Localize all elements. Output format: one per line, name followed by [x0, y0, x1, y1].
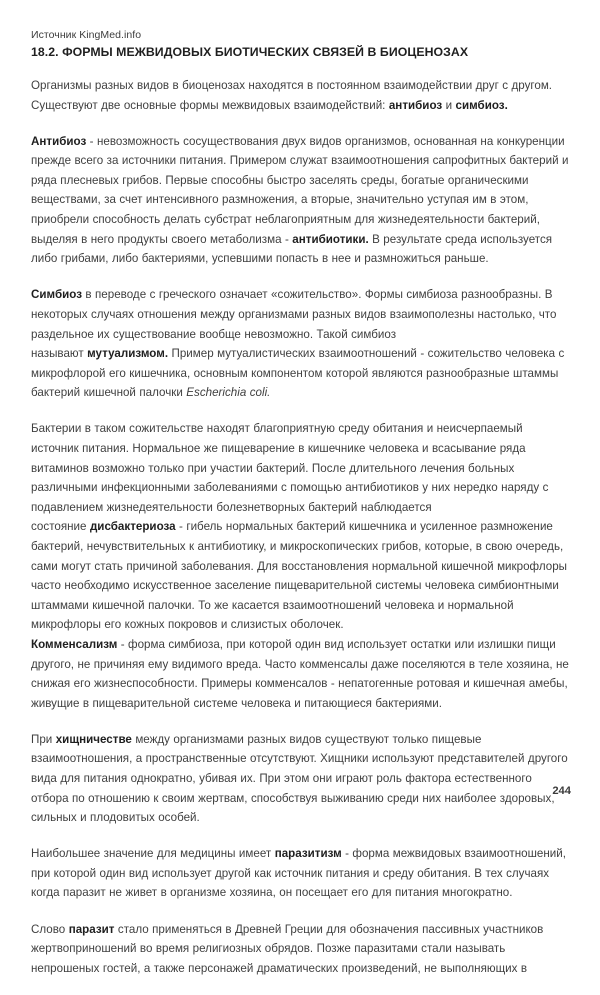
text-run: называют: [31, 347, 88, 361]
text-run: Слово: [31, 922, 69, 936]
text-run: в переводе с греческого означает «сожительство». Формы симбиоза разнообразны. В некоторых случаях отношения между организмами разных видов взаимополезны настолько, что раздельное их существование вообще невозможно. Такой симбиоз: [31, 288, 557, 341]
text-run: При: [31, 732, 56, 746]
term-emphasis: симбиоз.: [455, 98, 508, 112]
page-title: 18.2. ФОРМЫ МЕЖВИДОВЫХ БИОТИЧЕСКИХ СВЯЗЕЙ В БИОЦЕНОЗАХ: [31, 45, 469, 59]
paragraph-parasitism: [31, 844, 571, 903]
term-emphasis: хищничестве: [55, 732, 132, 746]
body-text: [31, 76, 571, 978]
term-emphasis: дисбактериоза: [89, 520, 176, 534]
text-run: - форма симбиоза, при которой один вид использует остатки или излишки пищи другого, не причиняя ему видимого вреда. Часто комменсалы даже поселяются в теле хозяина, не снижая его жизнеспособности. Примеры комменсалов - непатогенные ротовая и кишечная амебы, живущие в пищеварительной системе человека и питающиеся бактериями.: [31, 637, 569, 710]
term-emphasis: мутуализмом.: [87, 347, 169, 361]
paragraph-symbiosis: [31, 285, 571, 403]
text-run: Организмы разных видов в биоценозах находятся в постоянном взаимодействии друг с другом. Существуют две основные формы межвидовых взаимодействий:: [31, 79, 553, 112]
term-emphasis: паразитизм: [274, 847, 342, 861]
page-content: [31, 28, 571, 995]
paragraph-commensalism: [31, 635, 571, 713]
term-emphasis: антибиоз: [388, 98, 443, 112]
term-emphasis: Антибиоз: [31, 134, 87, 148]
text-run: стало применяться в Древней Греции для обозначения пассивных участников жертвоприношений во время религиозных обрядов. Позже паразитами стали называть непрошеных гостей, а также персонажей драматических произведений, не выполняющих в: [31, 922, 544, 975]
latin-binomial: Escherichia coli.: [186, 386, 271, 400]
text-run: - гибель нормальных бактерий кишечника и усиленное размножение бактерий, нечувствительных к антибиотику, и микроскопических грибов, которые, в свою очередь, сами могут стать причиной заболевания. Для восстановления нормальной кишечной микрофлоры часто необходимо искусственное заселение пищеварительной системы человека симбионтными штаммами кишечной палочки. То же касается взаимоотношений человека и нормальной микрофлоры его кожных покровов и слизистых оболочек.: [31, 520, 568, 632]
term-emphasis: антибиотики.: [292, 232, 369, 246]
text-run: состояние: [31, 520, 90, 534]
text-run: и: [442, 98, 456, 112]
paragraph-parasite-word: [31, 920, 571, 979]
text-run: Бактерии в таком сожительстве находят благоприятную среду обитания и неисчерпаемый источник питания. Нормальное же пищеварение в кишечнике человека и всасывание ряда витаминов возможно только при участии бактерий. После длительного лечения больных различными инфекционными заболеваниями с помощью антибиотиков у них нередко наряду с подавлением жизнедеятельности болезнетворных бактерий наблюдается: [31, 422, 549, 514]
paragraph-intro: [31, 76, 571, 115]
text-run: между организмами разных видов существуют только пищевые взаимоотношения, а пространственные отсутствуют. Хищники используют представителей другого вида для питания однократно, убивая их. При этом они играют роль фактора естественного отбора по отношению к своим жертвам, способствуя выживанию среди них наиболее здоровых, сильных и плодовитых особей.: [31, 732, 568, 825]
page-number: 244: [552, 785, 571, 797]
term-emphasis: паразит: [68, 922, 115, 936]
paragraph-antibiosis: [31, 132, 571, 269]
source-attribution: Источник KingMed.info: [31, 29, 142, 41]
paragraph-predation: [31, 730, 571, 828]
text-run: Пример мутуалистических взаимоотношений - сожительство человека с микрофлорой его кишечника, основным компонентом которой являются разнообразные штаммы бактерий кишечной палочки: [31, 347, 565, 400]
term-emphasis: Комменсализм: [31, 637, 118, 651]
text-run: - форма межвидовых взаимоотношений, при которой один вид использует другой как источник питания и среду обитания. В тех случаях когда паразит не живет в организме хозяина, он посещает его для питания многократно.: [31, 847, 566, 900]
text-run: В результате среда используется либо грибами, либо бактериями, успевшими попасть в нее и размножиться раньше.: [31, 232, 553, 266]
term-emphasis: Симбиоз: [31, 288, 82, 302]
text-run: Наибольшее значение для медицины имеет: [31, 847, 275, 861]
text-run: - невозможность сосуществования двух видов организмов, основанная на конкуренции прежде всего за источники питания. Примером служат взаимоотношения сапрофитных бактерий и ряда плесневых грибов. Первые способны быстро заселять среды, богатые органическими веществами, за счет интенсивного размножения, а вторые, значительно уступая им в этом, приобрели способность делать субстрат неблагоприятным для жизнедеятельности бактерий, выделяя в него продукты своего метаболизма -: [31, 134, 569, 246]
paragraph-bacteria-dysbacteriosis: [31, 419, 571, 635]
